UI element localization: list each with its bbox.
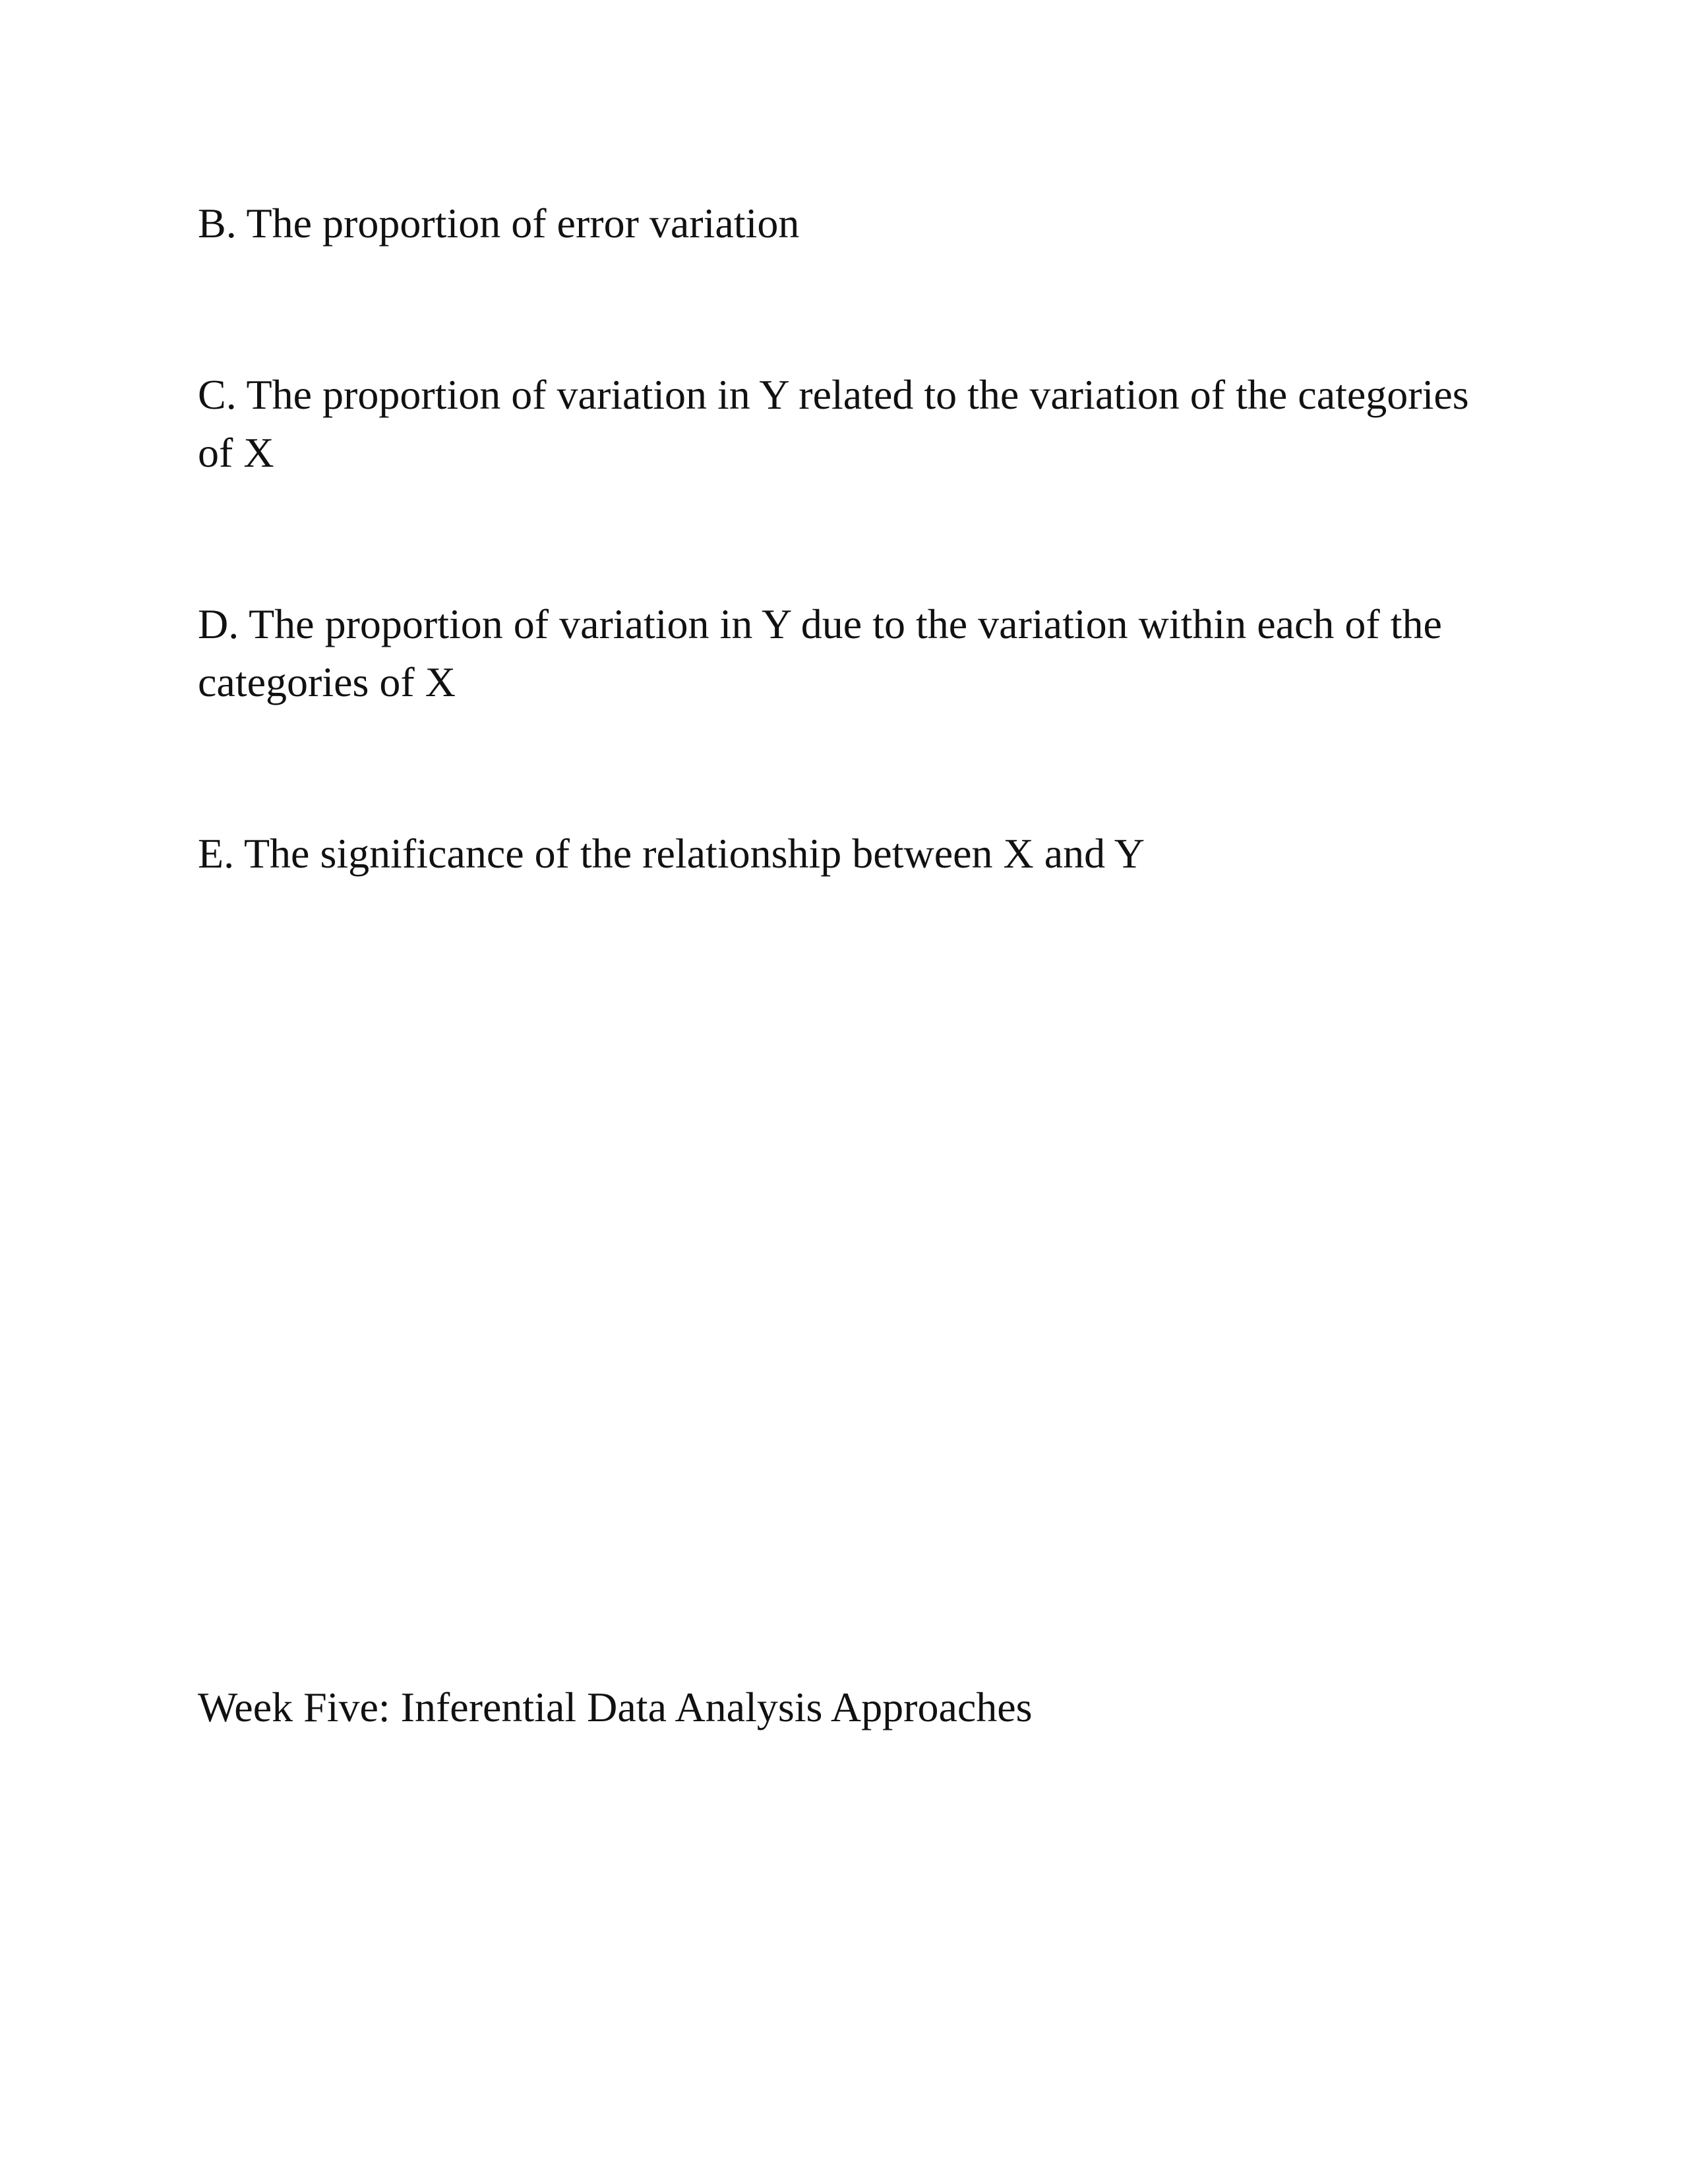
answer-option-c: C. The proportion of variation in Y related to the variation of the categories of X xyxy=(198,371,1469,476)
answer-option-e: E. The significance of the relationship between X and Y xyxy=(198,830,1145,877)
answer-option-d: D. The proportion of variation in Y due to the variation within each of the categories of X xyxy=(198,601,1442,705)
answer-option-b: B. The proportion of error variation xyxy=(198,200,800,247)
section-heading: Week Five: Inferential Data Analysis Approaches xyxy=(198,1684,1033,1730)
